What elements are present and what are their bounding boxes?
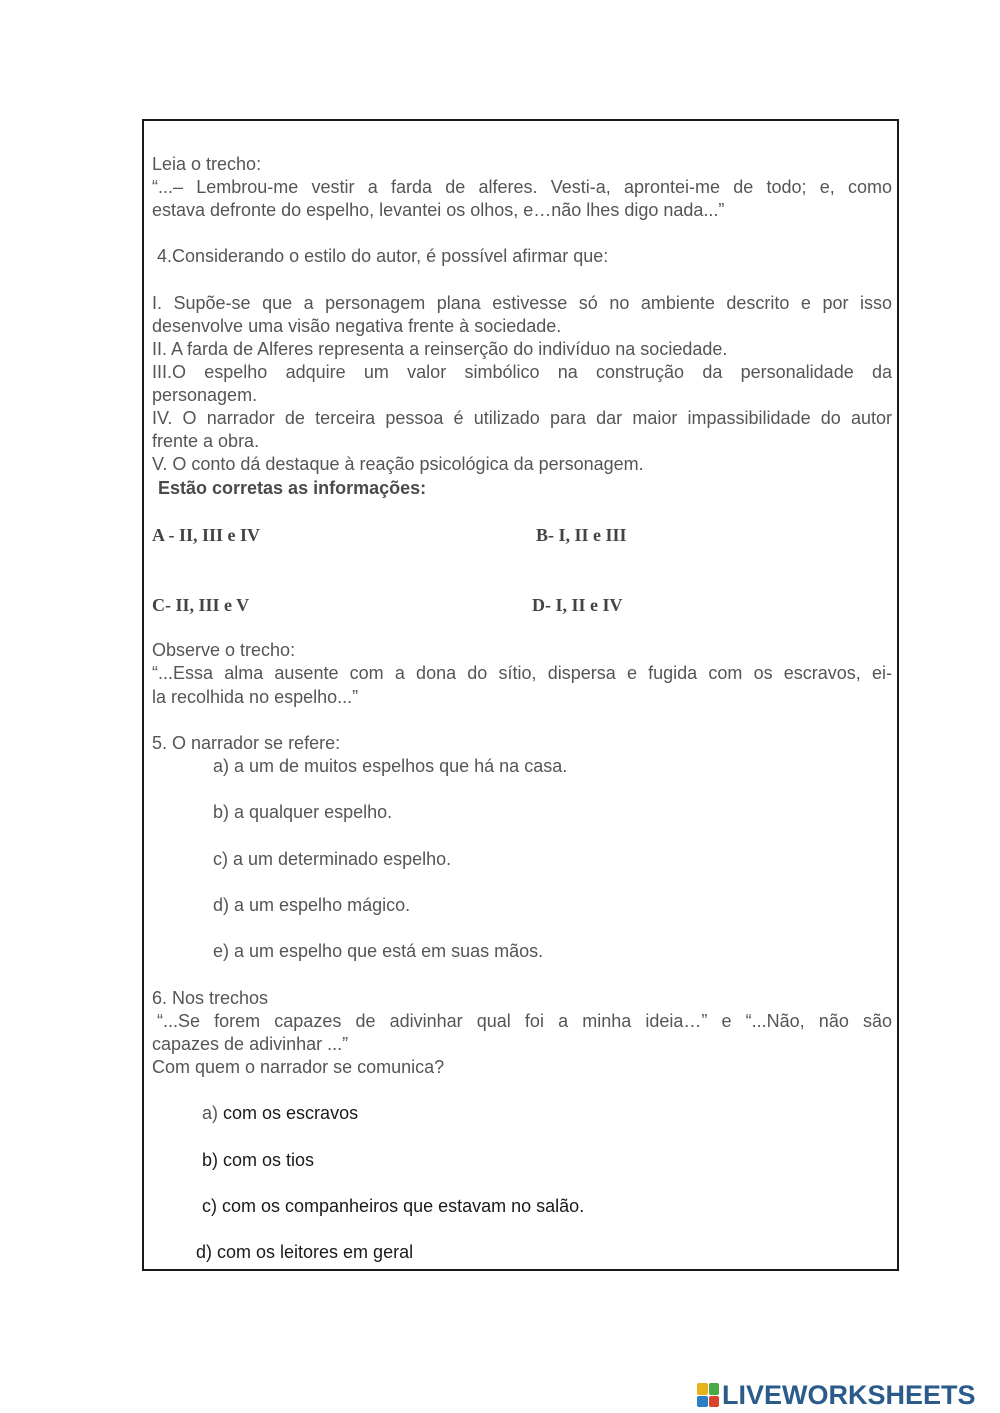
q5-option-e[interactable]: e) a um espelho que está em suas mãos. [213, 941, 544, 961]
statement-3-line-2: personagem. [152, 385, 258, 405]
q6-quote-line-1: “...Se forem capazes de adivinhar qual foi a minha ideia…” e “...Não, não são [157, 1011, 892, 1031]
statement-1-line-1: I. Supõe-se que a personagem plana estivesse só no ambiente descrito e por isso [152, 293, 892, 313]
q6-option-c[interactable]: c) com os companheiros que estavam no salão. [202, 1196, 585, 1216]
statement-4-line-1: IV. O narrador de terceira pessoa é utilizado para dar maior impassibilidade do autor [152, 408, 892, 428]
statement-1-line-2: desenvolve uma visão negativa frente à sociedade. [152, 316, 562, 336]
q5-label: Observe o trecho: [152, 640, 296, 660]
liveworksheets-logo-icon [697, 1383, 719, 1407]
q4-option-d[interactable]: D- I, II e IV [532, 595, 623, 615]
statement-3-line-1: III.O espelho adquire um valor simbólico na construção da personalidade da [152, 362, 892, 382]
statement-4-line-2: frente a obra. [152, 431, 260, 451]
q4-option-b[interactable]: B- I, II e III [536, 525, 627, 545]
q6-option-a-text: com os escravos [223, 1103, 359, 1123]
question-5-title: 5. O narrador se refere: [152, 733, 341, 753]
q6-option-d[interactable]: d) com os leitores em geral [196, 1242, 414, 1262]
statement-5: V. O conto dá destaque à reação psicológica da personagem. [152, 454, 644, 474]
q4-option-a[interactable]: A - II, III e IV [152, 525, 261, 545]
q5-option-c[interactable]: c) a um determinado espelho. [213, 849, 452, 869]
statement-2: II. A farda de Alferes representa a reinserção do indivíduo na sociedade. [152, 339, 728, 359]
q5-option-d[interactable]: d) a um espelho mágico. [213, 895, 411, 915]
q6-option-a[interactable] [202, 1102, 358, 1125]
q6-option-a-letter: a) [202, 1103, 219, 1123]
q5-quote-line-1: “...Essa alma ausente com a dona do sítio, dispersa e fugida com os escravos, ei- [152, 663, 892, 683]
liveworksheets-logo [697, 1380, 976, 1410]
q5-option-a[interactable]: a) a um de muitos espelhos que há na casa. [213, 756, 568, 776]
intro-label: Leia o trecho: [152, 154, 262, 174]
brand-name: LIVEWORKSHEETS [722, 1379, 976, 1410]
q6-quote-line-2: capazes de adivinhar ...” [152, 1034, 349, 1054]
q5-option-b[interactable]: b) a qualquer espelho. [213, 802, 393, 822]
q5-quote-line-2: la recolhida no espelho...” [152, 687, 359, 707]
q6-ask: Com quem o narrador se comunica? [152, 1057, 445, 1077]
intro-quote-line-1: “...– Lembrou-me vestir a farda de alferes. Vesti-a, aprontei-me de todo; e, como [152, 177, 892, 197]
question-4-title: 4.Considerando o estilo do autor, é possível afirmar que: [157, 246, 609, 266]
intro-quote-line-2: estava defronte do espelho, levantei os olhos, e…não lhes digo nada...” [152, 200, 725, 220]
question-6-title: 6. Nos trechos [152, 988, 269, 1008]
q6-option-b[interactable]: b) com os tios [202, 1150, 315, 1170]
question-4-prompt: Estão corretas as informações: [158, 478, 427, 498]
q4-option-c[interactable]: C- II, III e V [152, 595, 250, 615]
